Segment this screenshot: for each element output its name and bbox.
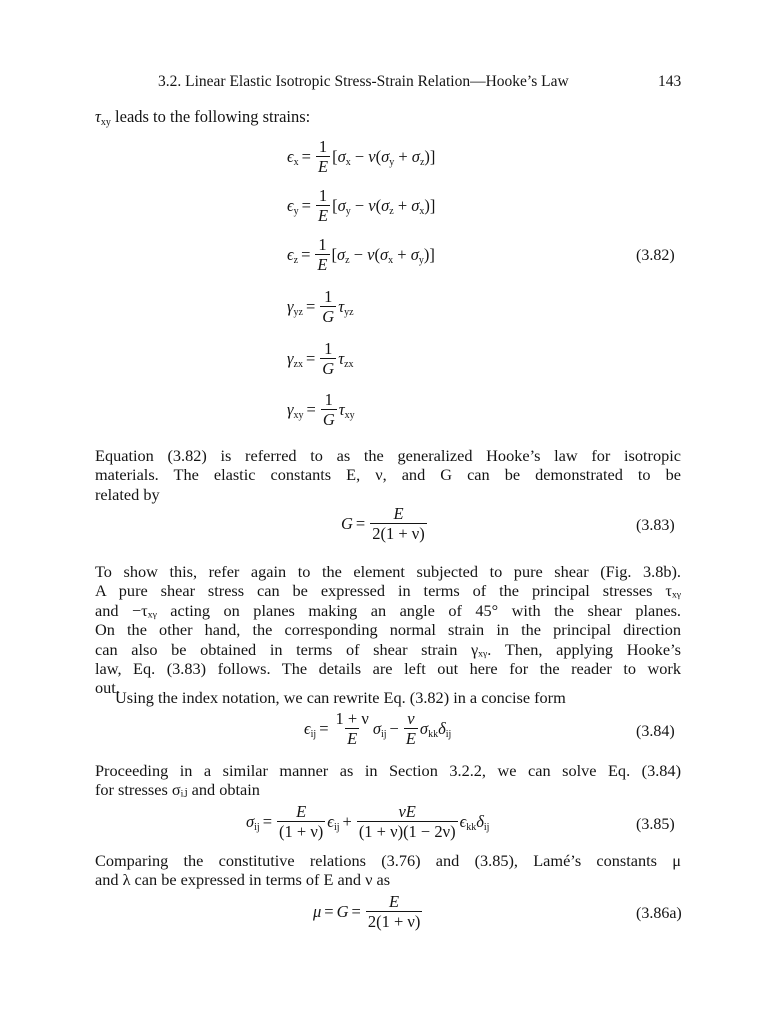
equation-epsilon-z: $\epsilon_z$ = $\frac{1}{E}$ $[\sigma_z - \nu(\sigma_x + \sigma_y)]$: [287, 235, 435, 274]
running-title: 3.2. Linear Elastic Isotropic Stress-Strain Relation—Hooke’s Law: [158, 73, 569, 90]
paragraph-lame-constants: Comparing the constitutive relations (3.76) and (3.85), Lamé’s constants μ and λ can be expressed in terms of E and ν as: [95, 851, 681, 890]
equation-number-3-84: (3.84): [636, 723, 675, 740]
page-number: 143: [658, 73, 682, 90]
paragraph-pure-shear: To show this, refer again to the element subjected to pure shear (Fig. 3.8b). A pure shear stress can be expressed in terms of the principal stresses τₓᵧ and −τₓᵧ acting on planes making an angle of 45° with the shear planes. On the other hand, the corresponding normal strain in the principal direction can also be obtained in terms of shear strain γₓᵧ. Then, applying Hooke’s law, Eq. (3.83) follows. The details are left out here for the reader to work out.: [95, 562, 681, 698]
paragraph-solve-stresses: Proceeding in a similar manner as in Section 3.2.2, we can solve Eq. (3.84) for stresses σᵢⱼ and obtain: [95, 761, 681, 800]
equation-number-3-86a: (3.86a): [636, 905, 682, 922]
tau-symbol: τ: [95, 107, 101, 126]
equation-epsilon-y: $\epsilon_y$ = $\frac{1}{E}$ $[\sigma_y - \nu(\sigma_z + \sigma_x)]$: [287, 186, 436, 225]
intro-line: [95, 107, 310, 126]
intro-text: leads to the following strains:: [115, 107, 311, 126]
equation-lame-mu: μ = G = $\frac{E}{2(1 + \nu)}$: [313, 892, 421, 931]
paragraph-hookes-law: Equation (3.82) is referred to as the generalized Hooke’s law for isotropic materials. The elastic constants E, ν, and G can be demonstrated to be related by: [95, 446, 681, 504]
equation-epsilon-x: $\epsilon_x$ = $\frac{1}{E}$ $[\sigma_x - \nu(\sigma_y + \sigma_z)]$: [287, 137, 436, 176]
equation-shear-modulus: G = $\frac{E}{2(1 + \nu)}$: [341, 504, 425, 543]
equation-number-3-83: (3.83): [636, 517, 675, 534]
equation-gamma-yz: $\gamma_{yz}$ = $\frac{1}{G}$ $\tau_{yz}$: [287, 287, 354, 326]
paragraph-index-notation: Using the index notation, we can rewrite Eq. (3.82) in a concise form: [115, 688, 566, 707]
equation-gamma-zx: $\gamma_{zx}$ = $\frac{1}{G}$ $\tau_{zx}$: [287, 339, 354, 378]
equation-gamma-xy: $\gamma_{xy}$ = $\frac{1}{G}$ $\tau_{xy}$: [287, 390, 355, 429]
equation-index-strain: $\epsilon_{ij}$ = $\frac{1 + \nu}{E}$ $\sigma_{ij}$ − $\frac{\nu}{E}$ $\sigma_{kk}\delta_{ij}$: [304, 709, 452, 748]
equation-number-3-85: (3.85): [636, 816, 675, 833]
tau-subscript: xy: [100, 117, 111, 128]
equation-index-stress: $\sigma_{ij}$ = $\frac{E}{(1 + \nu)}$ $\epsilon_{ij}$ + $\frac{\nu E}{(1 + \nu)(1 - 2\nu)}$ $\epsilon_{kk}\delta_{ij}$: [246, 802, 490, 841]
equation-number-3-82: (3.82): [636, 247, 675, 264]
